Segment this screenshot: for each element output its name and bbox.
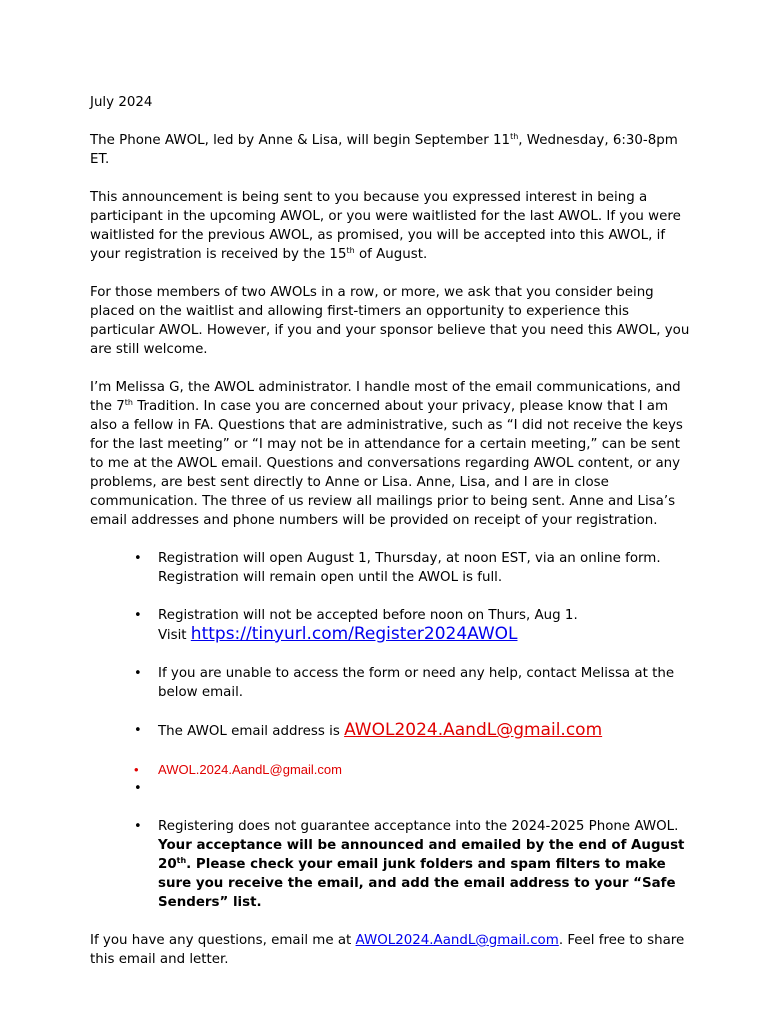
list-item-text: Registration will open August 1, Thursday, at noon EST, via an online form. Registration will remain open until the AWOL is full.: [158, 551, 661, 585]
bullet-icon: •: [134, 608, 142, 623]
list-item: [90, 817, 690, 912]
acceptance-sup: th: [176, 856, 187, 865]
empty-list-item: [90, 779, 690, 798]
administrator-text: I’m Melissa G, the AWOL administrator. I handle most of the email communications, and the 7: [90, 380, 681, 414]
closing-text: If you have any questions, email me at: [90, 933, 356, 948]
list-item: [90, 760, 690, 779]
acceptance-notice-end: . Please check your email junk folders and spam filters to make sure you receive the email, and add the email address to your “Safe Senders” list.: [158, 857, 676, 910]
announcement-paragraph: [90, 188, 690, 264]
intro-text-end: , Wednesday, 6:30-8pm ET.: [90, 133, 678, 167]
bullet-icon: •: [134, 723, 142, 738]
intro-text: The Phone AWOL, led by Anne & Lisa, will begin September 11: [90, 133, 511, 148]
acceptance-notice: Your acceptance will be announced and emailed by the end of August 20: [158, 838, 685, 872]
intro-paragraph: [90, 131, 690, 169]
list-item-text: Registration will not be accepted before noon on Thurs, Aug 1.: [158, 608, 578, 623]
bullet-icon: •: [134, 762, 139, 777]
closing-text-end: . Feel free to share this email and letter.: [90, 933, 685, 967]
list-item: [90, 664, 690, 702]
announcement-text: This announcement is being sent to you because you expressed interest in being a participant in the upcoming AWOL, or you were waitlisted for the last AWOL. If you were waitlisted for the previous AWOL, as promised, you will be accepted into this AWOL, if your registration is received by the 15: [90, 190, 681, 262]
bullet-icon: •: [134, 666, 142, 681]
visit-label: Visit: [158, 628, 191, 643]
administrator-paragraph: [90, 378, 690, 530]
registration-link[interactable]: https://tinyurl.com/Register2024AWOL: [190, 624, 518, 644]
administrator-sup: th: [124, 398, 133, 407]
list-item: [90, 606, 690, 645]
info-bullet-list: [90, 549, 690, 912]
closing-paragraph: [90, 931, 690, 969]
list-item: [90, 721, 690, 741]
list-item-text: The AWOL email address is: [158, 724, 345, 739]
letter-date: July 2024: [90, 95, 153, 110]
awol-email-link[interactable]: AWOL2024.AandL@gmail.com: [344, 720, 603, 740]
closing-email-link[interactable]: AWOL2024.AandL@gmail.com: [355, 933, 559, 948]
announcement-text-end: of August.: [354, 247, 428, 262]
intro-sup: th: [510, 132, 519, 141]
bullet-icon: •: [134, 551, 142, 566]
list-item: [90, 549, 690, 587]
administrator-text-end: Tradition. In case you are concerned about your privacy, please know that I am also a fellow in FA. Questions that are administrative, such as “I did not receive the keys for the last meeting” or “I may not be in attendance for a certain meeting,” can be sent to me at the AWOL email. Questions and conversations regarding AWOL content, or any problems, are best sent directly to Anne or Lisa. Anne, Lisa, and I are in close communication. The three of us review all mailings prior to being sent. Anne and Lisa’s email addresses and phone numbers will be provided on receipt of your registration.: [90, 399, 683, 528]
bullet-icon: •: [134, 781, 142, 796]
list-item-text: Registering does not guarantee acceptance into the 2024-2025 Phone AWOL.: [158, 819, 679, 834]
announcement-sup: th: [346, 246, 355, 255]
bullet-icon: •: [134, 819, 142, 834]
waitlist-paragraph: For those members of two AWOLs in a row, or more, we ask that you consider being placed on the waitlist and allowing first-timers an opportunity to experience this particular AWOL. However, if you and your sponsor believe that you need this AWOL, you are still welcome.: [90, 285, 690, 357]
letter-body: [90, 93, 690, 988]
list-item-text: If you are unable to access the form or need any help, contact Melissa at the below email.: [158, 666, 675, 700]
alternate-email-text: AWOL.2024.AandL@gmail.com: [158, 762, 342, 777]
